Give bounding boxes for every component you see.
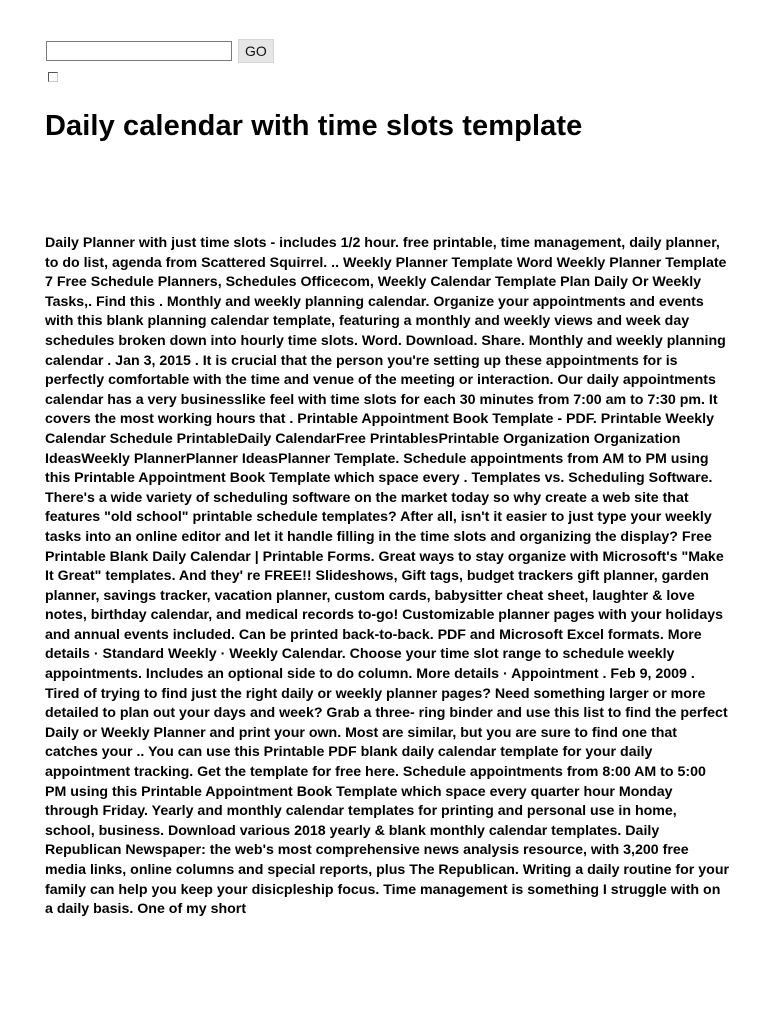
article-body: Daily Planner with just time slots - includes 1/2 hour. free printable, time management, daily planner, to do list, agenda from Scattered Squirrel. .. Weekly Planner Template Word Weekly Planner Template 7 Free Schedule Planners, Schedules Officecom, Weekly Calendar Template Plan Daily Or Weekly Tasks,. Find this . Monthly and weekly planning calendar. Organize your appointments and events with this blank planning calendar template, featuring a monthly and weekly views and week day schedules broken down into hourly time slots. Word. Download. Share. Monthly and weekly planning calendar . Jan 3, 2015 . It is crucial that the person you're setting up these appointments for is perfectly comfortable with the time and venue of the meeting or interaction. Our daily appointments calendar has a very businesslike feel with time slots for each 30 minutes from 7:00 am to 7:30 pm. It covers the most working hours that . Printable Appointment Book Template - PDF. Printable Weekly Calendar Schedule PrintableDaily CalendarFree PrintablesPrintable Organization Organization IdeasWeekly PlannerPlanner IdeasPlanner Template. Schedule appointments from AM to PM using this Printable Appointment Book Template which space every . Templates vs. Scheduling Software. There's a wide variety of scheduling software on the market today so why create a web site that features "old school" printable schedule templates? After all, isn't it easier to just type your weekly tasks into an online editor and let it handle filling in the time slots and organizing the display? Free Printable Blank Daily Calendar | Printable Forms. Great ways to stay organize with Microsoft's "Make It Great" templates. And they' re FREE!! Slideshows, Gift tags, budget trackers gift planner, garden planner, savings tracker, vacation planner, custom cards, babysitter cheat sheet, laughter & love notes, birthday calendar, and medical records to-go! Customizable planner pages with your holidays and annual events included. Can be printed back-to-back. PDF and Microsoft Excel formats. More details · Standard Weekly · Weekly Calendar. Choose your time slot range to schedule weekly appointments. Includes an optional side to do column. More details · Appointment . Feb 9, 2009 . Tired of trying to find just the right daily or weekly planner pages? Need something larger or more detailed to plan out your days and week? Grab a three- ring binder and use this list to find the perfect Daily or Weekly Planner and print your own. Most are similar, but you are sure to find one that catches your .. You can use this Printable PDF blank daily calendar template for your daily appointment tracking. Get the template for free here. Schedule appointments from 8:00 AM to 5:00 PM using this Printable Appointment Book Template which space every quarter hour Monday through Friday. Yearly and monthly calendar templates for printing and personal use in home, school, business. Download various 2018 yearly & blank monthly calendar templates. Daily Republican Newspaper: the web's most comprehensive news analysis resource, with 3,200 free media links, online columns and special reports, plus The Republican. Writing a daily routine for your family can help you keep your disicpleship focus. Time management is something I struggle with on a daily basis. One of my short <box>45 235 730 918</box>
page-title: Daily calendar with time slots template <box>45 110 583 142</box>
go-button[interactable]: GO <box>238 39 274 63</box>
search-input[interactable] <box>46 41 232 61</box>
search-bar <box>46 39 274 63</box>
checkbox[interactable] <box>48 72 58 82</box>
